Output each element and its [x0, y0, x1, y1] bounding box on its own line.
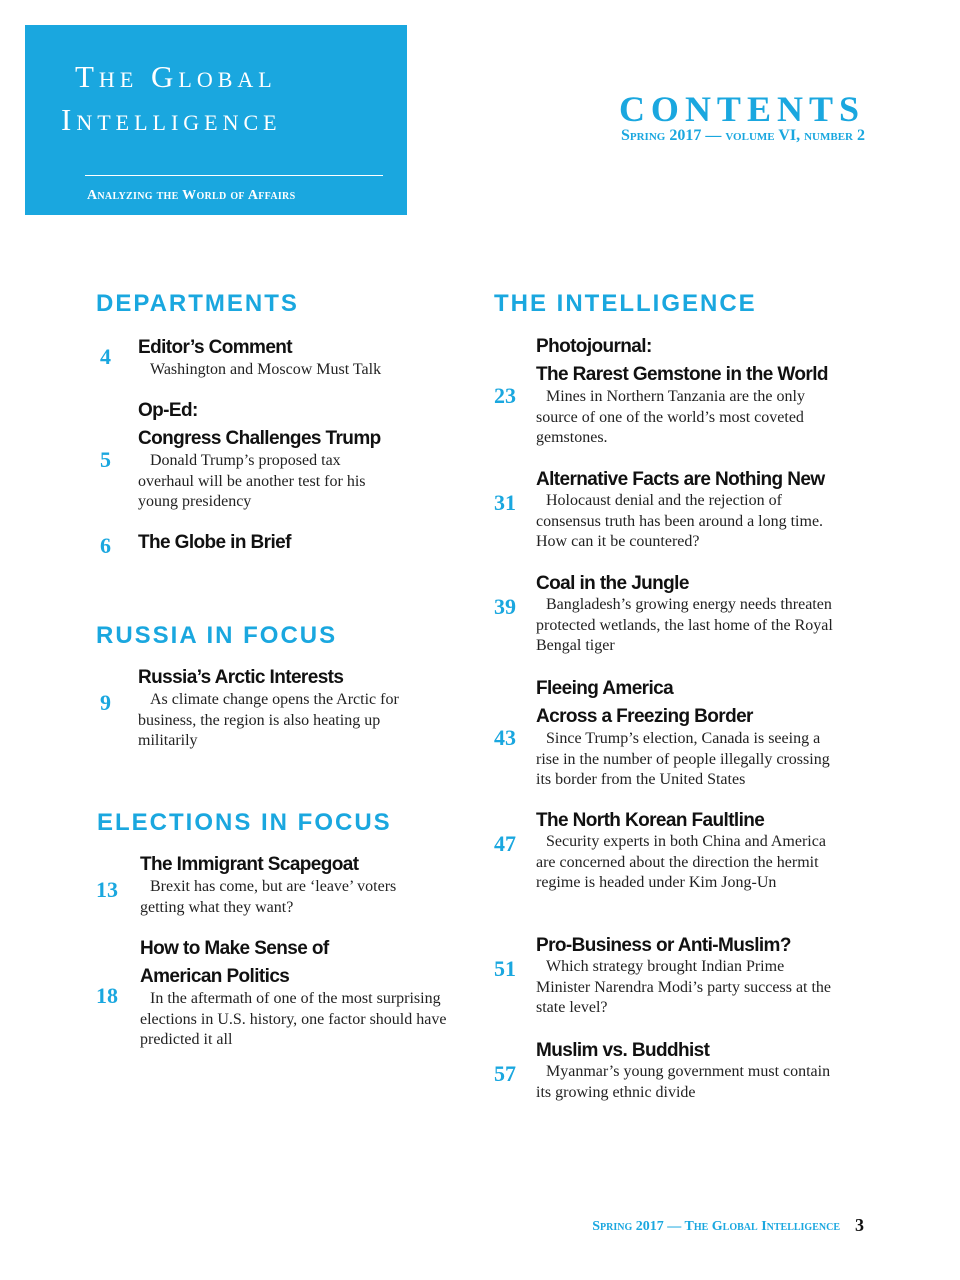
entry-description: Myanmar’s young government must contain its growing ethnic divide: [536, 1063, 831, 1101]
entry-title-line1: Op-Ed:: [138, 400, 198, 421]
entry-title-line1: Photojournal:: [536, 336, 652, 357]
page-number: 43: [494, 725, 516, 750]
masthead-tagline: Analyzing the World of Affairs: [87, 188, 296, 203]
entry-title: Coal in the Jungle: [536, 573, 689, 594]
entry-title-line2: Congress Challenges Trump: [138, 428, 381, 449]
page-number: 18: [96, 983, 118, 1008]
entry-title: The North Korean Faultline: [536, 810, 765, 831]
entry-description: Mines in Northern Tanzania are the only source of one of the world’s most coveted gemstones.: [536, 388, 805, 446]
entry-title-line1: Fleeing America: [536, 678, 674, 699]
entry-title-line2: The Rarest Gemstone in the World: [536, 364, 828, 385]
entry-title: The Globe in Brief: [138, 532, 291, 553]
section-heading-elections: ELECTIONS IN FOCUS: [97, 809, 392, 836]
page-number: 31: [494, 490, 516, 515]
entry-description: Holocaust denial and the rejection of consensus truth has been around a long time. How can it be countered?: [536, 492, 824, 550]
footer-page-number: 3: [855, 1215, 864, 1235]
section-heading-russia: RUSSIA IN FOCUS: [96, 622, 338, 649]
page-number: 5: [100, 447, 111, 472]
masthead-title-line2: Intelligence: [61, 102, 282, 137]
issue-info: Spring 2017 — volume VI, number 2: [620, 127, 865, 144]
masthead-title-line1: The Global: [75, 59, 277, 94]
page-number: 9: [100, 690, 111, 715]
entry-title-line2: Across a Freezing Border: [536, 706, 753, 727]
page-number: 51: [494, 956, 516, 981]
entry-title: Muslim vs. Buddhist: [536, 1040, 710, 1061]
entry-description: In the aftermath of one of the most surprising elections in U.S. history, one factor should have predicted it all: [140, 990, 447, 1048]
page-number: 57: [494, 1061, 516, 1086]
entry-description: Washington and Moscow Must Talk: [150, 361, 382, 378]
entry-description: Bangladesh’s growing energy needs threaten protected wetlands, the last home of the Royal Bengal tiger: [536, 596, 833, 654]
page-number: 4: [100, 344, 111, 369]
entry-title: Russia’s Arctic Interests: [138, 667, 344, 688]
entry-description: Since Trump’s election, Canada is seeing a rise in the number of people illegally crossing its border from the United States: [536, 730, 830, 788]
entry-title-line1: How to Make Sense of: [140, 938, 329, 959]
page-number: 13: [96, 877, 118, 902]
page-number: 39: [494, 594, 516, 619]
entry-description: Which strategy brought Indian Prime Minister Narendra Modi’s party success at the state level?: [536, 958, 832, 1016]
entry-description: Donald Trump’s proposed tax overhaul will be another test for his young presidency: [138, 452, 366, 510]
footer-issue-info: Spring 2017 — The Global Intelligence: [592, 1219, 840, 1234]
masthead-divider: [85, 175, 383, 176]
entry-description: Security experts in both China and America are concerned about the direction the hermit regime is headed under Kim Jong-Un: [536, 833, 826, 891]
entry-title: Alternative Facts are Nothing New: [536, 469, 825, 490]
entry-description: As climate change opens the Arctic for business, the region is also heating up militarily: [138, 691, 399, 749]
section-heading-the-intelligence: THE INTELLIGENCE: [494, 290, 757, 317]
entry-title: Pro-Business or Anti-Muslim?: [536, 935, 791, 956]
section-heading-departments: DEPARTMENTS: [96, 290, 299, 317]
masthead-logo: [25, 25, 407, 215]
entry-title: The Immigrant Scapegoat: [140, 854, 359, 875]
page-number: 6: [100, 533, 111, 558]
page-number: 47: [494, 831, 516, 856]
entry-description: Brexit has come, but are ‘leave’ voters getting what they want?: [140, 878, 397, 916]
entry-title: Editor’s Comment: [138, 337, 293, 358]
page-number: 23: [494, 383, 516, 408]
entry-title-line2: American Politics: [140, 966, 290, 987]
page-title: CONTENTS: [618, 89, 865, 129]
